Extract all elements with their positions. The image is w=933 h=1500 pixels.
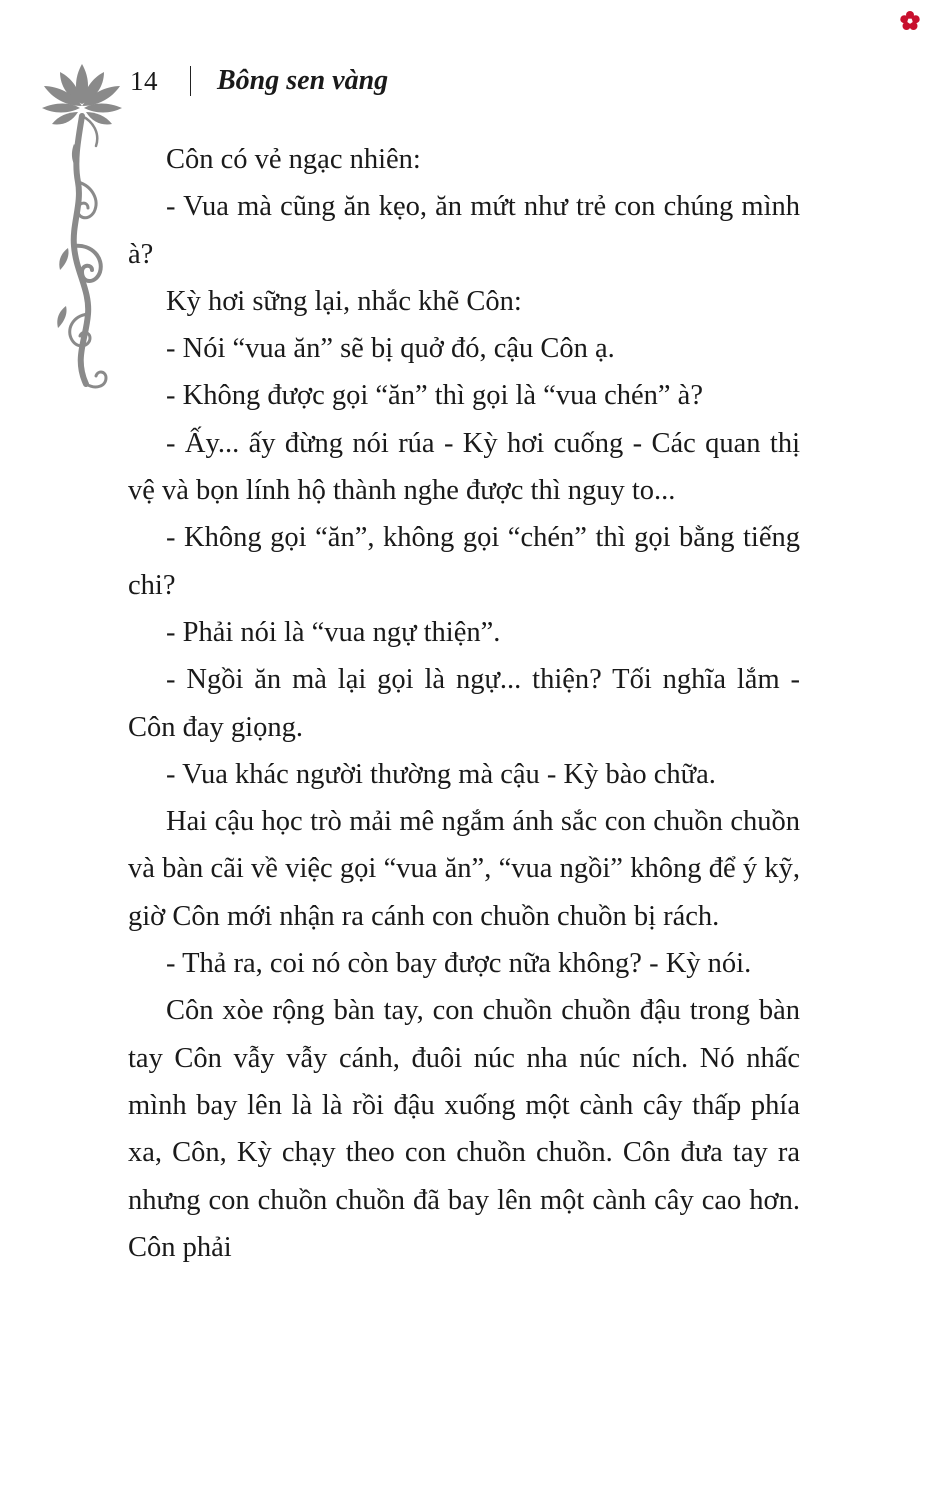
paragraph: - Ấy... ấy đừng nói rúa - Kỳ hơi cuống - Các quan thị vệ và bọn lính hộ thành nghe được thì nguy to...	[128, 427, 800, 507]
page-header	[130, 58, 388, 104]
paragraph: - Ngồi ăn mà lại gọi là ngự... thiện? Tối nghĩa lắm - Côn đay giọng.	[128, 664, 800, 743]
flower-mark-icon	[899, 10, 921, 32]
paragraph: - Thả ra, coi nó còn bay được nữa không? - Kỳ nói.	[166, 948, 752, 980]
paragraph: Côn có vẻ ngạc nhiên:	[166, 144, 421, 175]
lotus-ornament-icon	[38, 58, 130, 398]
body-text	[128, 136, 800, 1271]
paragraph: - Vua khác người thường mà cậu - Kỳ bào chữa.	[166, 758, 716, 790]
paragraph: - Phải nói là “vua ngự thiện”.	[166, 616, 501, 648]
paragraph: - Vua mà cũng ăn kẹo, ăn mứt như trẻ con chúng mình à?	[128, 191, 800, 270]
paragraph: Kỳ hơi sững lại, nhắc khẽ Côn:	[166, 285, 522, 317]
page-number: 14	[130, 65, 158, 96]
paragraph: - Không được gọi “ăn” thì gọi là “vua chén” à?	[166, 380, 703, 412]
paragraph: - Không gọi “ăn”, không gọi “chén” thì gọi bằng tiếng chi?	[128, 522, 800, 601]
paragraph: Hai cậu học trò mải mê ngắm ánh sắc con chuồn chuồn và bàn cãi về việc gọi “vua ăn”, “vua ngồi” không để ý kỹ, giờ Côn mới nhận ra cánh con chuồn chuồn bị rách.	[128, 806, 800, 932]
paragraph: - Nói “vua ăn” sẽ bị quở đó, cậu Côn ạ.	[166, 333, 615, 365]
paragraph: Côn xòe rộng bàn tay, con chuồn chuồn đậu trong bàn tay Côn vẫy vẫy cánh, đuôi núc nha núc ních. Nó nhấc mình bay lên là là rồi đậu xuống một cành cây thấp phía xa, Côn, Kỳ chạy theo con chuồn chuồn. Côn đưa tay ra nhưng con chuồn chuồn đã bay lên một cành cây cao hơn. Côn phải	[128, 995, 800, 1263]
header-divider	[190, 66, 191, 96]
running-title: Bông sen vàng	[217, 65, 389, 96]
